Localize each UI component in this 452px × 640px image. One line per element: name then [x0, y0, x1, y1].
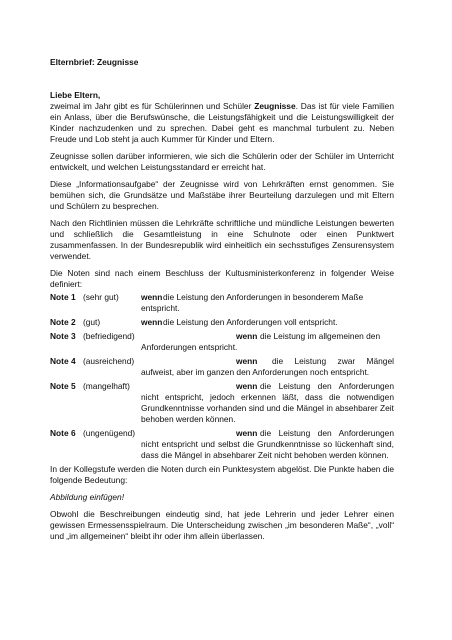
grade-wenn: wenn — [236, 356, 258, 366]
intro-bold-word: Zeugnisse — [254, 101, 296, 111]
paragraph-6: In der Kollegstufe werden die Noten durch ein Punktesystem abgelöst. Die Punkte haben die folgende Bedeutung: — [50, 464, 394, 485]
grade-text-rest: aufweist, aber im ganzen den Anforderungen noch entspricht. — [141, 367, 370, 377]
grade-term: (mangelhaft) — [82, 381, 130, 391]
letter-body — [50, 57, 394, 548]
grade-text-rest: nicht entspricht, jedoch erkennen läßt, dass die notwendigen Grundkenntnisse vorhanden sind und die Mängel in absehbarer Zeit behoben werden können. — [141, 392, 394, 424]
grade-number: Note 4 — [50, 356, 76, 366]
paragraph-5: Die Noten sind nach einem Beschluss der Kultusministerkonferenz in folgender Weise definiert: — [50, 268, 394, 289]
grade-term: (gut) — [82, 317, 101, 327]
intro-post: . Das ist für viele Familien ein Anlass, über die Berufswünsche, die Leistungsfähigkeit und die Leistungswilligkeit der Kinder nachzudenken und zu sprechen. Dabei geht es manchmal turbulent zu. Neben Freude und Lob steht ja auch Kummer für Kinder und Eltern. — [50, 101, 394, 144]
paragraph-3: Diese „Informationsaufgabe“ der Zeugnisse wird von Lehrkräften ernst genommen. Sie bemühen sich, die Grundsätze und Maßstäbe ihrer Beurteilung darzulegen und mit Eltern und Schülern zu besprechen. — [50, 179, 394, 211]
grade-text-first: die Leistung im allgemeinen den — [260, 331, 381, 341]
grade-number: Note 3 — [50, 331, 76, 341]
grade-definition-3 — [50, 331, 394, 353]
grade-wenn: wenn — [236, 381, 258, 391]
grade-text-first: die Leistung den Anforderungen voll entspricht. — [163, 317, 338, 327]
grade-text-rest: entspricht. — [141, 303, 180, 313]
paragraph-4: Nach den Richtlinien müssen die Lehrkräfte schriftliche und mündliche Leistungen bewerten und schließlich die Gesamtleistung in eine Schulnote oder einen Punktwert zusammenfassen. In der Bundesrepublik wird einheitlich ein sechsstufiges Zensurensystem verwendet. — [50, 218, 394, 261]
grade-term: (ungenügend) — [82, 428, 136, 438]
intro-pre: zweimal im Jahr gibt es für Schülerinnen und Schüler — [50, 101, 255, 111]
grade-text-first: die Leistung den Anforderungen in besonderem Maße — [163, 292, 364, 302]
grade-term: (befriedigend) — [82, 331, 135, 341]
grade-number: Note 1 — [50, 292, 76, 302]
grade-definition-1 — [50, 292, 394, 314]
grade-wenn: wenn — [236, 428, 258, 438]
grade-wenn: wenn — [236, 331, 258, 341]
salutation: Liebe Eltern, — [50, 90, 101, 100]
intro-paragraph — [50, 101, 394, 145]
grade-number: Note 2 — [50, 317, 76, 327]
grade-number: Note 5 — [50, 381, 76, 391]
grade-definition-4 — [50, 356, 394, 378]
figure-placeholder: Abbildung einfügen! — [50, 492, 125, 502]
grade-definition-6 — [50, 428, 394, 461]
paragraph-7: Obwohl die Beschreibungen eindeutig sind, hat jede Lehrerin und jeder Lehrer einen gewissen Ermessensspielraum. Die Unterscheidung zwischen „im besonderen Maße“, „voll“ und „im allgemeinen“ bleibt ihr oder ihm allein überlassen. — [50, 509, 394, 541]
grade-term: (ausreichend) — [82, 356, 135, 366]
grade-definition-2 — [50, 317, 394, 328]
paragraph-2: Zeugnisse sollen darüber informieren, wie sich die Schülerin oder der Schüler im Unterricht entwickelt, und welchen Leistungsstandard er erreicht hat. — [50, 151, 394, 172]
grade-text-first: die Leistung zwar Mängel — [272, 356, 394, 366]
grade-text-first: die Leistung den Anforderungen — [260, 428, 394, 438]
grade-wenn: wenn — [141, 317, 163, 327]
grade-definition-5 — [50, 381, 394, 425]
letter-title: Elternbrief: Zeugnisse — [50, 57, 139, 67]
grade-term: (sehr gut) — [82, 292, 119, 302]
grade-text-first: die Leistung den Anforderungen — [260, 381, 394, 391]
grade-number: Note 6 — [50, 428, 76, 438]
grade-wenn: wenn — [141, 292, 163, 302]
grade-text-rest: Anforderungen entspricht. — [141, 342, 238, 352]
grade-text-rest: nicht entspricht und selbst die Grundkenntnisse so lückenhaft sind, dass die Mängel in absehbarer Zeit nicht behoben werden können. — [141, 439, 394, 460]
